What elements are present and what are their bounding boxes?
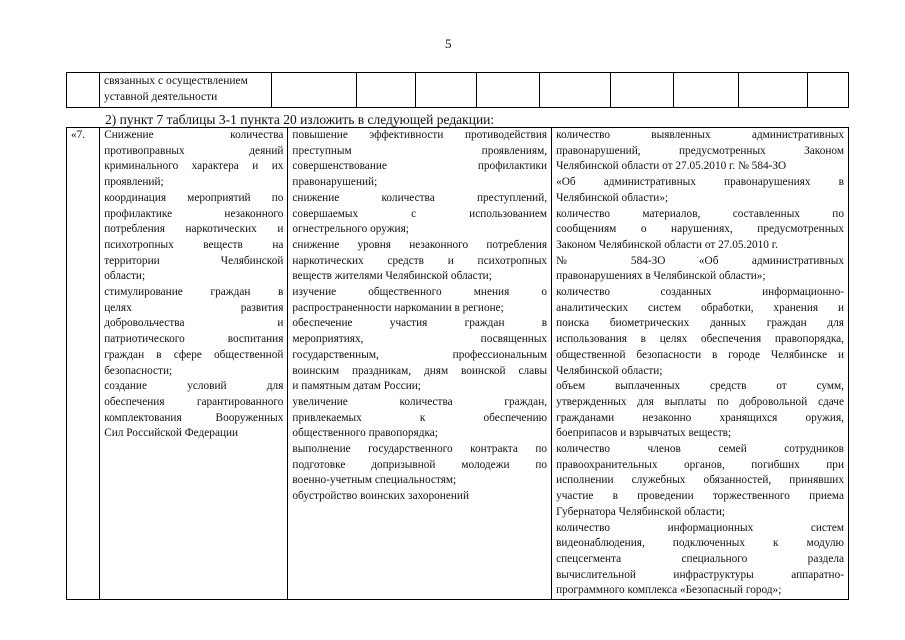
- cell-line: преступным проявлениям,: [292, 144, 548, 157]
- cell-line: территории Челябинской: [104, 254, 284, 267]
- cell-line: повышение эффективности противодействия: [292, 129, 548, 141]
- cell-line: выполнение государственного контракта по: [292, 443, 548, 456]
- cell-line: криминального характера и их: [104, 160, 284, 173]
- cell-line: количество членов семей сотрудников: [556, 443, 844, 456]
- indicators-column: [552, 128, 849, 600]
- table-cell-empty: [416, 73, 477, 108]
- cell-line: Губернатора Челябинской области;: [556, 505, 726, 518]
- cell-line: противоправных деяний: [104, 144, 284, 157]
- cell-line: создание условий для: [104, 380, 284, 393]
- cell-line: и памятным датам России;: [292, 380, 421, 393]
- cell-line: общественной безопасности в городе Челябинске и: [556, 348, 844, 361]
- cell-line: наркотических средств и психотропных: [292, 254, 548, 267]
- cell-line: обеспечение участия граждан в: [292, 317, 548, 330]
- table-row: [67, 128, 849, 600]
- cell-line: привлекаемых к обеспечению: [292, 411, 548, 424]
- cell-line: Снижение количества: [104, 129, 284, 141]
- cell-line: увеличение количества граждан,: [292, 395, 548, 408]
- amendment-heading: 2) пункт 7 таблицы 3-1 пункта 20 изложить в следующей редакции:: [105, 112, 495, 127]
- table-cell-empty: [67, 73, 100, 108]
- cell-line: правонарушений, предусмотренных Законом: [556, 144, 844, 157]
- cell-line: стимулирование граждан в: [104, 286, 284, 299]
- cell-line: «Об административных правонарушениях в: [556, 176, 844, 189]
- cell-line: государственным, профессиональным: [292, 348, 548, 361]
- cell-line: обеспечения гарантированного: [104, 395, 284, 408]
- cell-line: правонарушений;: [292, 176, 378, 189]
- cell-line: исполнении служебных обязанностей, принявших: [556, 474, 844, 487]
- cell-line: объем выплаченных средств от сумм,: [556, 380, 844, 393]
- cell-line: количество созданных информационно-: [556, 286, 844, 299]
- table-cell-empty: [611, 73, 674, 108]
- table-cell-empty: [357, 73, 416, 108]
- cell-line: мероприятиях, посвященных: [292, 333, 548, 346]
- cell-line: поиска биометрических данных граждан для: [556, 317, 844, 330]
- table-cell-empty: [808, 73, 849, 108]
- cell-line: Законом Челябинской области от 27.05.2010 г.: [556, 238, 778, 251]
- table-cell-empty: [540, 73, 611, 108]
- cell-line: проявлений;: [104, 176, 164, 189]
- cell-line: области;: [104, 270, 146, 283]
- cell-line: патриотического воспитания: [104, 333, 284, 346]
- cell-line: правоохранительных органов, погибших при: [556, 458, 844, 471]
- cell-line: сообщениям о нарушениях, предусмотренных: [556, 223, 844, 236]
- cell-line: боеприпасов и взрывчатых веществ;: [556, 427, 732, 440]
- cell-line: правонарушениях в Челябинской области»;: [556, 270, 766, 283]
- cell-line: Челябинской области от 27.05.2010 г. № 584-ЗО: [556, 160, 787, 173]
- cell-line: видеонаблюдения, подключенных к модулю: [556, 537, 844, 550]
- tasks-column: [288, 128, 552, 600]
- table-cell-empty: [739, 73, 808, 108]
- cell-line: безопасности;: [104, 364, 173, 377]
- cell-line: изучение общественного мнения о: [292, 286, 548, 299]
- cell-line: общественного правопорядка;: [292, 427, 438, 440]
- cell-line: целях развития: [104, 301, 284, 314]
- goals-column: [100, 128, 288, 600]
- cell-line: граждан в сфере общественной: [104, 348, 284, 361]
- table-cell-empty: [272, 73, 357, 108]
- cell-line: связанных с осуществлением: [104, 75, 248, 87]
- cell-line: добровольчества и: [104, 317, 284, 330]
- cell-line: совершаемых с использованием: [292, 207, 548, 220]
- cell-line: совершенствование профилактики: [292, 160, 548, 173]
- cell-line: гражданами незаконно хранящихся оружия,: [556, 411, 844, 424]
- previous-table-fragment: [66, 72, 849, 108]
- cell-line: потребления наркотических и: [104, 223, 284, 236]
- table-row: [67, 73, 849, 108]
- cell-line: количество материалов, составленных по: [556, 207, 844, 220]
- cell-line: снижение количества преступлений,: [292, 191, 548, 204]
- cell-line: комплектования Вооруженных: [104, 411, 284, 424]
- cell-line: координация мероприятий по: [104, 191, 284, 204]
- cell-line: Сил Российской Федерации: [104, 427, 239, 440]
- page-number: 5: [445, 36, 452, 51]
- row-number: «7.: [67, 128, 100, 600]
- cell-line: количество информационных систем: [556, 521, 844, 534]
- cell-line: аналитических систем обработки, хранения и: [556, 301, 844, 314]
- cell-line: утвержденных для выплаты по добровольной сдаче: [556, 395, 844, 408]
- cell-line: военно-учетным специальностям;: [292, 474, 457, 487]
- table-cell-text: [100, 73, 272, 108]
- cell-line: вычислительной инфраструктуры аппаратно-: [556, 568, 844, 581]
- cell-line: распространенности наркомании в регионе;: [292, 301, 504, 314]
- table-cell-empty: [674, 73, 739, 108]
- cell-line: профилактике незаконного: [104, 207, 284, 220]
- table-cell-empty: [477, 73, 540, 108]
- cell-line: количество выявленных административных: [556, 129, 844, 141]
- cell-line: подготовке допризывной молодежи по: [292, 458, 548, 471]
- cell-line: участие в проведении торжественного приема: [556, 490, 844, 503]
- cell-line: снижение уровня незаконного потребления: [292, 238, 548, 251]
- cell-line: спецсегмента специального раздела: [556, 552, 844, 565]
- cell-line: уставной деятельности: [104, 91, 218, 103]
- cell-line: Челябинской области;: [556, 364, 663, 377]
- cell-line: огнестрельного оружия;: [292, 223, 409, 236]
- amendment-table: [66, 127, 849, 600]
- cell-line: № 584-ЗО «Об административных: [556, 254, 844, 267]
- cell-line: психотропных веществ на: [104, 238, 284, 251]
- cell-line: веществ жителями Челябинской области;: [292, 270, 492, 283]
- cell-line: Челябинской области»;: [556, 191, 669, 204]
- cell-line: использования в целях обеспечения правопорядка,: [556, 333, 844, 346]
- cell-line: программного комплекса «Безопасный город»;: [556, 584, 782, 597]
- cell-line: обустройство воинских захоронений: [292, 490, 469, 503]
- cell-line: воинским праздникам, дням воинской славы: [292, 364, 548, 377]
